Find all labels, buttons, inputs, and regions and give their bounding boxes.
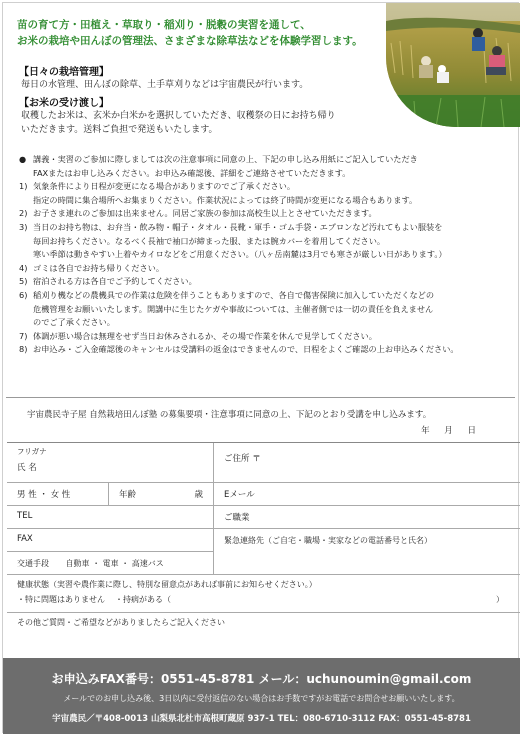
note-line: 気象条件により日程が変更になる場合がありますのでご了承ください。 xyxy=(33,181,296,192)
gender-label: 男 性 ・ 女 性 xyxy=(17,490,71,500)
agreement-text: 宇宙農民寺子屋 自然栽培田んぼ塾 の募集要項・注意事項に同意の上、下記のとおり受講を申し込みます。 xyxy=(27,410,432,420)
other-comments-label: その他ご質問・ご希望などがありましたらご記入ください xyxy=(17,618,225,627)
application-form xyxy=(7,442,520,653)
other-comments-field[interactable] xyxy=(7,613,520,653)
form-row-tel xyxy=(7,506,520,529)
cultivation-heading: 【日々の栽培管理】 xyxy=(19,67,109,78)
note-item xyxy=(19,180,509,207)
transport-field[interactable] xyxy=(7,552,213,575)
note-number: 2) xyxy=(19,208,28,219)
note-number: 8) xyxy=(19,344,28,355)
age-label: 年齢 xyxy=(119,490,137,500)
email-label: Eメール xyxy=(224,490,255,500)
health-close-paren: ） xyxy=(496,595,504,604)
health-chronic-option[interactable]: ・持病がある（ xyxy=(115,595,171,604)
note-line: 指定の時間に集合場所へお集まりください。作業状況によっては終了時間が変更になる場合もあります。 xyxy=(33,194,418,205)
tel-label: TEL xyxy=(17,511,33,521)
health-no-issue-option[interactable]: ・特に問題はありません xyxy=(17,595,105,604)
fax-transport-column xyxy=(7,529,214,574)
note-item xyxy=(19,343,509,357)
note-line: お子さま連れのご参加は出来ません。同居ご家族の参加は高校生以上とさせていただきます。 xyxy=(33,208,377,219)
rice-delivery-heading: 【お米の受け渡し】 xyxy=(19,98,109,109)
cultivation-text xyxy=(21,78,308,92)
occupation-field[interactable] xyxy=(214,506,520,528)
note-item xyxy=(19,207,509,221)
cultivation-line-1: 毎日の水管理、田んぼの除草、土手草刈りなどは宇宙農民が行います。 xyxy=(21,80,309,90)
note-number: 5) xyxy=(19,276,28,287)
transport-label: 交通手段 xyxy=(17,558,49,568)
furigana-label: フリガナ xyxy=(17,447,47,456)
tel-field[interactable] xyxy=(7,506,214,528)
intro-line-1: 苗の育て方・田植え・草取り・稲刈り・脱穀の実習を通して、 xyxy=(17,19,311,31)
gender-field[interactable] xyxy=(7,483,109,505)
address-field[interactable] xyxy=(214,443,520,482)
note-item xyxy=(19,221,509,262)
note-number: 6) xyxy=(19,289,28,300)
rice-delivery-text xyxy=(21,109,381,137)
note-number: 3) xyxy=(19,221,28,232)
footer-address: 宇宙農民／〒408-0013 山梨県北杜市高根町蔵原 937-1 TEL：080-6710-3112 FAX：0551-45-8781 xyxy=(52,714,471,724)
note-item xyxy=(19,289,509,330)
form-row-health xyxy=(7,575,520,613)
health-title: 健康状態（実習や農作業に際し、特別な留意点があれば事前にお知らせください。） xyxy=(17,580,317,589)
note-line: 毎回お持ちください。なるべく長袖で袖口が締まった服、または腕カバーを着用してください。 xyxy=(33,235,386,246)
note-line: ゴミは各自でお持ち帰りください。 xyxy=(33,262,165,273)
application-page xyxy=(2,2,519,733)
footer-fax-email: お申込みFAX番号：0551-45-8781 メール：uchunoumin@gmail.com xyxy=(51,672,472,686)
notes-section xyxy=(19,153,509,357)
transport-options: 自動車 ・ 電車 ・ 高速バス xyxy=(65,558,164,568)
rice-field-photo xyxy=(386,3,520,127)
address-label: ご住所 〒 xyxy=(224,454,261,464)
rice-field-photo-illustration xyxy=(386,3,520,127)
note-line: 寒い季節は動きやすい上着やカイロなどをご用意ください。（八ヶ岳南麓は3月でも寒さが厳しい日があります。） xyxy=(33,249,447,260)
rice-delivery-line-2: いただきます。送料ご負担で発送もいたします。 xyxy=(21,125,218,135)
name-field[interactable] xyxy=(7,443,214,482)
occupation-label: ご職業 xyxy=(224,513,250,523)
emergency-contact-field[interactable] xyxy=(214,529,520,574)
note-number: 7) xyxy=(19,330,28,341)
bullet-icon: ● xyxy=(19,154,27,164)
intro-line-2: お米の栽培や田んぼの管理法、さまざまな除草法などを体験学習します。 xyxy=(17,35,363,47)
footer-note: メールでのお申し込み後、3日以内に受付返信のない場合はお手数ですがお電話でお問合せお願いいたします。 xyxy=(63,694,460,703)
age-unit: 歳 xyxy=(194,490,203,500)
form-row-fax xyxy=(7,529,520,575)
fax-field[interactable] xyxy=(7,529,213,552)
note-item xyxy=(19,262,509,276)
date-field[interactable]: 年 月 日 xyxy=(421,426,476,436)
note-line: 体調が悪い場合は無理をせず当日お休みされるか、その場で作業を休んで見学してください。 xyxy=(33,330,377,341)
section-divider xyxy=(6,397,515,398)
note-line: お申込み・ご入金確認後のキャンセルは受講料の返金はできませんので、日程をよくご確認の上お申込みください。 xyxy=(33,344,459,355)
fax-label: FAX xyxy=(17,534,33,544)
footer-contact xyxy=(3,658,520,734)
note-line: 当日のお持ち物は、お弁当・飲み物・帽子・タオル・長靴・軍手・ゴム手袋・エプロンなど汚れてもよい服装を xyxy=(33,221,443,232)
rice-delivery-line-1: 収穫したお米は、玄米か白米かを選択していただき、収穫祭の日にお持ち帰り xyxy=(21,111,336,121)
age-field[interactable] xyxy=(109,483,214,505)
form-row-name xyxy=(7,443,520,483)
health-options xyxy=(7,593,520,608)
notes-lead-line-1: 講義・実習のご参加に際しましては次の注意事項に同意の上、下記の申し込み用紙にご記入していただき xyxy=(33,154,418,164)
notes-lead-line-2: FAXまたはお申し込みください。お申込み確認後、詳細をご連絡させていただきます。 xyxy=(33,167,351,178)
note-item xyxy=(19,330,509,344)
email-field[interactable] xyxy=(214,483,520,505)
note-line: 宿泊される方は各自でご予約してください。 xyxy=(33,276,197,287)
note-item xyxy=(19,275,509,289)
note-number: 1) xyxy=(19,181,28,192)
note-line: 危機管理をお願いいたします。開講中に生じたケガや事故については、主催者側では一切の責任を負えません xyxy=(33,303,434,314)
intro-text xyxy=(17,17,387,49)
name-label: 氏 名 xyxy=(17,463,37,473)
note-line: 稲刈り機などの農機具での作業は危険を伴うこともありますので、各自で傷害保険に加入していただくなどの xyxy=(33,289,435,300)
note-number: 4) xyxy=(19,262,28,273)
form-row-gender xyxy=(7,483,520,506)
note-line: のでご了承ください。 xyxy=(33,317,115,328)
notes-lead xyxy=(19,153,509,180)
emergency-label: 緊急連絡先（ご自宅・職場・実家などの電話番号と氏名） xyxy=(224,536,432,545)
